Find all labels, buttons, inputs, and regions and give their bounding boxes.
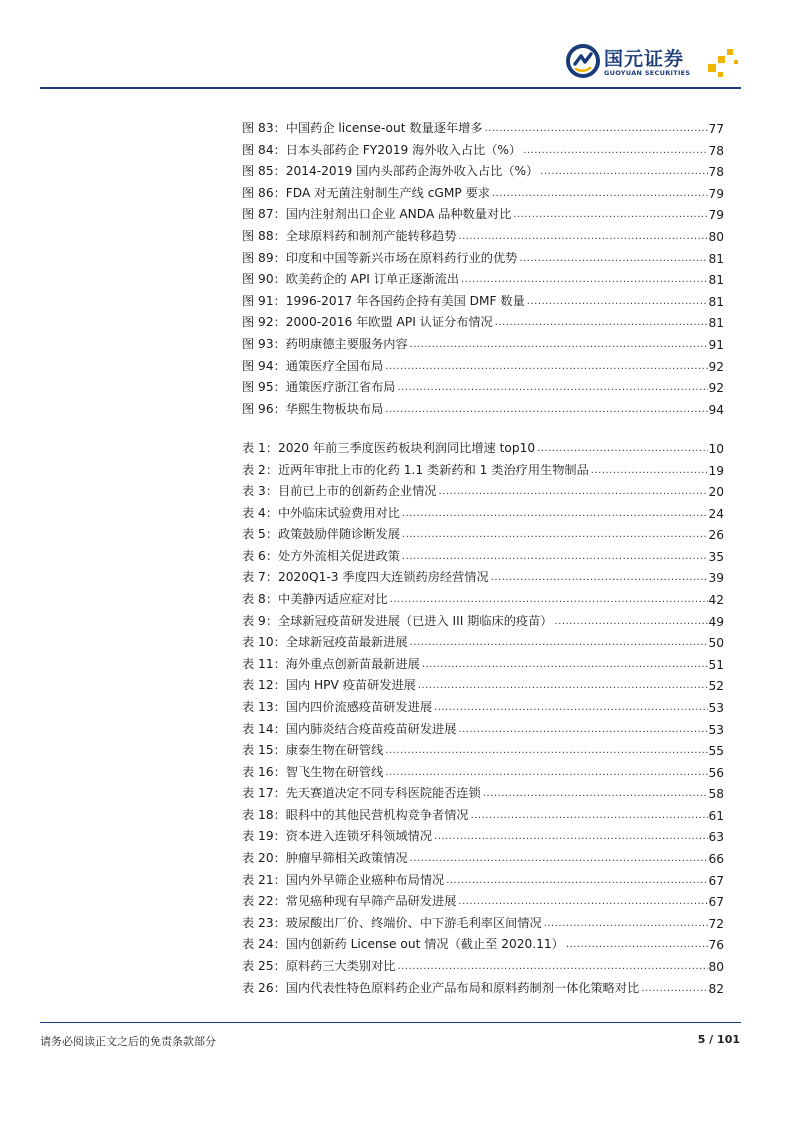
entry-title: 全球原料药和制剂产能转移趋势 — [285, 229, 457, 243]
table-entry[interactable] — [242, 803, 724, 823]
entry-label: 图 89： — [242, 250, 286, 265]
dot-leader — [589, 464, 709, 478]
entry-title: 国内注射剂出口企业 ANDA 品种数量对比 — [285, 207, 512, 222]
table-entry[interactable] — [242, 781, 724, 801]
table-entry[interactable] — [242, 932, 724, 952]
entry-label: 表 17： — [242, 786, 286, 801]
entry-title: 全球新冠疫苗最新进展 — [285, 635, 408, 650]
dot-leader — [395, 381, 708, 395]
header-divider — [40, 87, 741, 89]
entry-page-number: 82 — [708, 981, 724, 996]
entry-title: 常见癌种现有早筛产品研发进展 — [285, 894, 457, 909]
entry-label: 表 18： — [242, 807, 286, 822]
entry-title: 国内代表性特色原料药企业产品布局和原料药制剂一体化策略对比 — [285, 980, 640, 995]
decorative-squares-icon — [702, 46, 742, 82]
dot-leader — [383, 766, 708, 780]
dot-leader — [493, 316, 709, 330]
dot-leader — [432, 701, 708, 715]
entry-page-number: 78 — [708, 165, 724, 180]
entry-label: 表 10： — [242, 635, 286, 650]
dot-leader — [469, 809, 709, 823]
dot-leader — [490, 187, 709, 201]
entry-page-number: 51 — [708, 657, 724, 672]
dot-leader — [483, 122, 709, 136]
entry-title: 2020Q1-3 季度四大连锁药房经营情况 — [278, 570, 489, 585]
footer-divider — [40, 1022, 741, 1023]
entry-page-number: 19 — [708, 463, 724, 478]
figure-entry[interactable] — [242, 310, 724, 330]
entry-title: 中外临床试验费用对比 — [278, 505, 400, 520]
entry-title: 欧美药企的 API 订单正逐渐流出 — [285, 272, 460, 287]
entry-title: 通策医疗全国布局 — [285, 358, 384, 373]
dot-leader — [444, 874, 708, 888]
entry-page-number: 78 — [708, 143, 724, 158]
entry-title: 华熙生物板块布局 — [285, 401, 384, 416]
dot-leader — [383, 744, 708, 758]
brand-name-cn: 国元证券 — [604, 48, 685, 70]
dot-leader — [432, 830, 708, 844]
entry-title: 玻尿酸出厂价、终端价、中下游毛利率区间情况 — [285, 915, 542, 930]
entry-title: 通策医疗浙江省布局 — [285, 380, 396, 395]
entry-label: 表 5： — [242, 527, 279, 542]
entry-title: 资本进入连锁牙科领域情况 — [285, 829, 433, 844]
entry-label: 表 3： — [242, 484, 279, 499]
dot-leader — [456, 723, 708, 737]
entry-label: 表 19： — [242, 829, 286, 844]
dot-leader — [408, 636, 709, 650]
entry-label: 图 88： — [242, 229, 286, 243]
figure-entry[interactable] — [242, 116, 724, 136]
table-entry[interactable] — [242, 868, 724, 888]
entry-label: 表 11： — [242, 656, 286, 671]
entry-page-number: 53 — [708, 700, 724, 715]
table-entry[interactable] — [242, 630, 724, 650]
entry-label: 表 14： — [242, 721, 286, 736]
entry-page-number: 20 — [708, 485, 724, 500]
entry-page-number: 77 — [708, 122, 724, 136]
figure-entry[interactable] — [242, 375, 724, 395]
entry-label: 图 83： — [242, 121, 286, 135]
entry-title: 处方外流相关促进政策 — [278, 548, 400, 563]
dot-leader — [639, 982, 708, 996]
entry-label: 表 25： — [242, 958, 286, 973]
entry-label: 图 96： — [242, 401, 286, 416]
dot-leader — [538, 165, 708, 179]
entry-label: 表 13： — [242, 699, 286, 714]
entry-page-number: 39 — [708, 571, 724, 586]
entry-label: 图 85： — [242, 164, 286, 179]
dot-leader — [564, 938, 709, 952]
table-entry[interactable] — [242, 760, 724, 780]
table-entry[interactable] — [242, 522, 724, 542]
entry-title: 近两年审批上市的化药 1.1 类新药和 1 类治疗用生物制品 — [278, 462, 589, 477]
entry-title: 原料药三大类别对比 — [285, 958, 396, 973]
entry-page-number: 61 — [708, 808, 724, 823]
table-entry[interactable] — [242, 458, 724, 478]
entry-title: FDA 对无菌注射制生产线 cGMP 要求 — [285, 185, 490, 200]
table-entry[interactable] — [242, 824, 724, 844]
table-entry[interactable] — [242, 652, 724, 672]
table-entry[interactable] — [242, 976, 724, 996]
table-entry[interactable] — [242, 544, 724, 564]
entry-label: 表 16： — [242, 764, 286, 779]
entry-title: 2000-2016 年欧盟 API 认证分布情况 — [285, 315, 493, 330]
entry-page-number: 53 — [708, 722, 724, 737]
figure-entry[interactable] — [242, 138, 724, 158]
entry-label: 图 93： — [242, 337, 286, 351]
dot-leader — [400, 550, 709, 564]
page-number: 5 / 101 — [697, 1033, 740, 1046]
entry-title: 国内创新药 License out 情况（截止至 2020.11） — [285, 937, 564, 952]
dot-leader — [400, 507, 709, 521]
entry-title: 2014-2019 国内头部药企海外收入占比（%） — [285, 164, 539, 179]
dot-leader — [517, 252, 708, 266]
entry-page-number: 67 — [708, 873, 724, 888]
entry-page-number: 42 — [708, 593, 724, 608]
dot-leader — [436, 485, 708, 499]
dot-leader — [408, 852, 709, 866]
figure-entry[interactable] — [242, 354, 724, 374]
brand-name-en: GUOYUAN SECURITIES — [604, 69, 691, 77]
figure-entry[interactable] — [242, 202, 724, 222]
entry-title: 眼科中的其他民营机构竞争者情况 — [285, 807, 469, 822]
entry-title: 海外重点创新苗最新进展 — [285, 656, 420, 671]
dot-leader — [420, 658, 709, 672]
entry-label: 表 6： — [242, 548, 279, 563]
dot-leader — [416, 679, 709, 693]
entry-label: 表 12： — [242, 678, 286, 693]
table-entry[interactable] — [242, 479, 724, 499]
entry-label: 图 90： — [242, 272, 286, 287]
entry-page-number: 56 — [708, 765, 724, 780]
entry-title: 国内 HPV 疫苗研发进展 — [285, 678, 416, 693]
entry-label: 表 21： — [242, 872, 286, 887]
table-entry[interactable] — [242, 717, 724, 737]
dot-leader — [456, 230, 708, 244]
entry-title: 中国药企 license-out 数量逐年增多 — [285, 121, 483, 135]
table-entry[interactable] — [242, 695, 724, 715]
entry-page-number: 50 — [708, 636, 724, 651]
entry-label: 表 15： — [242, 743, 286, 758]
company-logo — [566, 42, 741, 82]
entry-label: 图 91： — [242, 293, 286, 308]
entry-title: 国内肺炎结合疫苗疫苗研发进展 — [285, 721, 457, 736]
table-entry[interactable] — [242, 565, 724, 585]
table-entry[interactable] — [242, 954, 724, 974]
entry-label: 表 24： — [242, 937, 286, 952]
entry-page-number: 92 — [708, 381, 724, 396]
entry-page-number: 55 — [708, 744, 724, 759]
entry-label: 表 20： — [242, 851, 286, 866]
figure-entry[interactable] — [242, 246, 724, 266]
entry-label: 图 86： — [242, 185, 286, 200]
guoyuan-logo-icon — [566, 44, 600, 78]
figure-entry[interactable] — [242, 224, 724, 244]
entry-title: 2020 年前三季度医药板块利润同比增速 top10 — [278, 441, 536, 455]
entry-title: 中美静丙适应症对比 — [278, 592, 388, 607]
entry-label: 图 95： — [242, 380, 286, 395]
dot-leader — [542, 917, 709, 931]
table-entry[interactable] — [242, 673, 724, 693]
table-entry[interactable] — [242, 501, 724, 521]
figure-entry[interactable] — [242, 159, 724, 179]
entry-page-number: 66 — [708, 852, 724, 867]
entry-page-number: 79 — [708, 208, 724, 223]
entry-page-number: 72 — [708, 916, 724, 931]
entry-title: 康泰生物在研管线 — [285, 743, 384, 758]
figure-entry[interactable] — [242, 332, 724, 352]
entry-page-number: 26 — [708, 528, 724, 543]
entry-page-number: 81 — [708, 294, 724, 309]
table-entry[interactable] — [242, 738, 724, 758]
entry-label: 表 2： — [242, 462, 279, 477]
dot-leader — [552, 615, 708, 629]
entry-label: 图 92： — [242, 315, 286, 330]
dot-leader — [408, 338, 709, 352]
entry-label: 表 8： — [242, 592, 279, 607]
table-entry[interactable] — [242, 889, 724, 909]
entry-label: 图 94： — [242, 358, 286, 373]
entry-page-number: 52 — [708, 679, 724, 694]
entry-page-number: 94 — [708, 402, 724, 417]
dot-leader — [395, 960, 708, 974]
entry-page-number: 58 — [708, 787, 724, 802]
entry-title: 药明康德主要服务内容 — [285, 337, 408, 351]
table-entry[interactable] — [242, 609, 724, 629]
dot-leader — [383, 403, 708, 417]
entry-page-number: 81 — [708, 273, 724, 288]
entry-page-number: 81 — [708, 316, 724, 331]
table-entry[interactable] — [242, 846, 724, 866]
dot-leader — [456, 895, 708, 909]
figure-entry[interactable] — [242, 267, 724, 287]
dot-leader — [535, 442, 708, 456]
entry-label: 表 23： — [242, 915, 286, 930]
figure-entry[interactable] — [242, 181, 724, 201]
entry-label: 图 87： — [242, 207, 286, 222]
entry-title: 国内四价流感疫苗研发进展 — [285, 699, 433, 714]
entry-page-number: 49 — [708, 614, 724, 629]
dot-leader — [489, 571, 709, 585]
entry-label: 表 7： — [242, 570, 279, 585]
disclaimer-note: 请务必阅读正文之后的免责条款部分 — [40, 1035, 216, 1048]
entry-title: 全球新冠疫苗研发进展（已进入 III 期临床的疫苗） — [278, 613, 553, 628]
figure-entry[interactable] — [242, 289, 724, 309]
entry-title: 智飞生物在研管线 — [285, 764, 384, 779]
dot-leader — [388, 593, 709, 607]
entry-label: 表 9： — [242, 613, 279, 628]
page-header — [0, 0, 800, 92]
entry-label: 表 1： — [242, 441, 279, 455]
dot-leader — [511, 208, 708, 222]
entry-label: 图 84： — [242, 142, 286, 157]
entry-page-number: 10 — [708, 442, 724, 456]
entry-page-number: 79 — [708, 186, 724, 201]
entry-title: 先天赛道决定不同专科医院能否连锁 — [285, 786, 481, 801]
entry-label: 表 4： — [242, 505, 279, 520]
entry-title: 日本头部药企 FY2019 海外收入占比（%） — [285, 142, 522, 157]
entry-page-number: 80 — [708, 230, 724, 244]
entry-label: 表 22： — [242, 894, 286, 909]
entry-label: 表 26： — [242, 980, 286, 995]
dot-leader — [481, 787, 709, 801]
dot-leader — [383, 360, 708, 374]
dot-leader — [521, 144, 708, 158]
entry-page-number: 91 — [708, 338, 724, 352]
entry-page-number: 63 — [708, 830, 724, 845]
entry-page-number: 92 — [708, 359, 724, 374]
dot-leader — [525, 295, 709, 309]
entry-title: 肿瘤早筛相关政策情况 — [285, 851, 408, 866]
entry-title: 目前已上市的创新药企业情况 — [278, 484, 437, 499]
entry-page-number: 67 — [708, 895, 724, 910]
entry-title: 国内外早筛企业癌种布局情况 — [285, 872, 445, 887]
table-entry[interactable] — [242, 911, 724, 931]
entry-page-number: 76 — [708, 938, 724, 953]
entry-page-number: 81 — [708, 251, 724, 266]
entry-page-number: 24 — [708, 506, 724, 521]
entry-title: 政策鼓励伴随诊断发展 — [278, 527, 400, 542]
entry-page-number: 80 — [708, 959, 724, 974]
entry-title: 印度和中国等新兴市场在原料药行业的优势 — [285, 250, 518, 265]
figure-entry[interactable] — [242, 397, 724, 417]
entry-title: 1996-2017 年各国药企持有美国 DMF 数量 — [285, 293, 525, 308]
entry-page-number: 35 — [708, 549, 724, 564]
table-entry[interactable] — [242, 436, 724, 456]
dot-leader — [400, 528, 709, 542]
table-entry[interactable] — [242, 587, 724, 607]
dot-leader — [459, 273, 708, 287]
